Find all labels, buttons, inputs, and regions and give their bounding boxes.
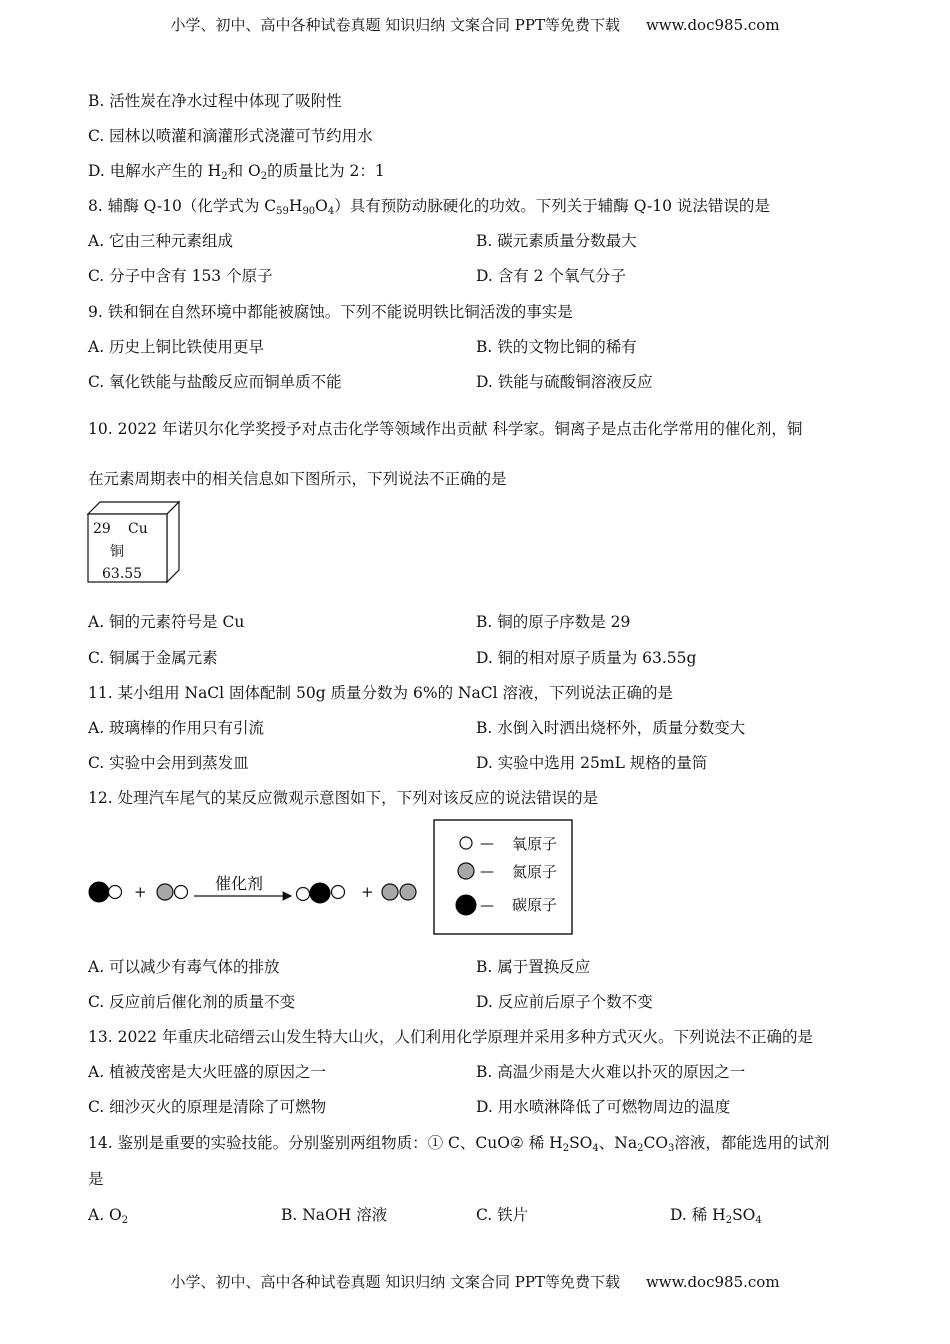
footer-url[interactable]: www.doc985.com [645, 1273, 780, 1291]
q14-stem-line1 [88, 1133, 829, 1153]
q13-option-a: A. 植被茂密是大火旺盛的原因之一 [88, 1063, 327, 1081]
q8-option-a: A. 它由三种元素组成 [88, 232, 234, 250]
element-name: 铜 [110, 544, 124, 560]
molecule-n2 [382, 884, 416, 900]
q12-option-d: D. 反应前后原子个数不变 [476, 993, 653, 1011]
q13-stem: 13. 2022 年重庆北碚缙云山发生特大山火，人们利用化学原理并采用多种方式灭火。下列说法不正确的是 [88, 1028, 813, 1046]
q14-stem-m2: 、Na [598, 1134, 638, 1152]
copper-element-cell [86, 500, 186, 586]
legend-dash-oxygen: — [480, 836, 494, 852]
q14-sub-4: 3 [668, 1143, 675, 1154]
q14-option-b: B. NaOH 溶液 [281, 1206, 388, 1224]
molecule-co2 [297, 883, 345, 903]
q14-d-sub2: 4 [755, 1215, 762, 1226]
q8-option-c: C. 分子中含有 153 个原子 [88, 267, 273, 285]
molecule-no [157, 884, 188, 900]
q14-sub-2: 4 [592, 1143, 599, 1154]
header-text: 小学、初中、高中各种试卷真题 知识归纳 文案合同 PPT等免费下载 [170, 16, 620, 34]
q8-option-b: B. 碳元素质量分数最大 [476, 232, 637, 250]
q9-option-a: A. 历史上铜比铁使用更早 [88, 338, 265, 356]
plus-sign-1: + [134, 883, 147, 901]
q8-o: O [315, 197, 328, 215]
q13-option-c: C. 细沙灭火的原理是清除了可燃物 [88, 1098, 327, 1116]
q8-stem-post: ）具有预防动脉硬化的功效。下列关于辅酶 Q-10 说法错误的是 [334, 197, 770, 215]
catalyst-label: 催化剂 [215, 874, 264, 893]
q14-d-pre: D. 稀 H [670, 1206, 726, 1224]
legend-oxygen-label: 氧原子 [512, 835, 558, 853]
q7-d-mid: 和 O [227, 162, 261, 180]
q9-option-c: C. 氧化铁能与盐酸反应而铜单质不能 [88, 373, 342, 391]
molecule-co [89, 882, 122, 902]
q14-stem-post: 溶液，都能选用的试剂 [674, 1134, 830, 1152]
q8-option-d: D. 含有 2 个氧气分子 [476, 267, 626, 285]
carbon-atom-swatch [456, 895, 476, 915]
q11-option-a: A. 玻璃棒的作用只有引流 [88, 719, 265, 737]
q12-option-a: A. 可以减少有毒气体的排放 [88, 958, 280, 976]
q10-option-b: B. 铜的原子序数是 29 [476, 613, 631, 631]
q8-h: H [288, 197, 303, 215]
footer-text: 小学、初中、高中各种试卷真题 知识归纳 文案合同 PPT等免费下载 [170, 1273, 620, 1291]
q14-stem-pre: 14. 鉴别是重要的实验技能。分别鉴别两组物质：① C、CuO② 稀 H [88, 1134, 563, 1152]
legend-dash-carbon: — [480, 898, 494, 914]
q14-option-c: C. 铁片 [476, 1206, 529, 1224]
legend-nitrogen-label: 氮原子 [512, 863, 558, 881]
plus-sign-2: + [361, 883, 374, 901]
q9-option-b: B. 铁的文物比铜的稀有 [476, 338, 637, 356]
page-header [0, 14, 950, 35]
q11-option-c: C. 实验中会用到蒸发皿 [88, 754, 249, 772]
q13-option-b: B. 高温少雨是大火难以扑灭的原因之一 [476, 1063, 746, 1081]
oxygen-atom-swatch [460, 837, 472, 849]
atom-legend [434, 820, 572, 934]
reaction-diagram [86, 815, 576, 937]
q13-option-d: D. 用水喷淋降低了可燃物周边的温度 [476, 1098, 731, 1116]
legend-carbon-label: 碳原子 [512, 896, 558, 914]
q14-option-d [670, 1205, 762, 1225]
q11-option-b: B. 水倒入时洒出烧杯外，质量分数变大 [476, 719, 746, 737]
q7-d-sub2: 2 [260, 171, 268, 182]
q14-stem-line2: 是 [88, 1170, 104, 1188]
q14-d-sub1: 2 [725, 1215, 733, 1226]
q10-option-d: D. 铜的相对原子质量为 63.55g [476, 649, 697, 667]
q14-stem-m1: SO [569, 1134, 593, 1152]
page-footer [0, 1271, 950, 1292]
q9-stem: 9. 铁和铜在自然环境中都能被腐蚀。下列不能说明铁比铜活泼的事实是 [88, 303, 573, 321]
q14-sub-1: 2 [562, 1143, 570, 1154]
q8-stem-pre: 8. 辅酶 Q-10（化学式为 C [88, 197, 277, 215]
q8-stem [88, 196, 770, 216]
q8-sub-o: 4 [327, 206, 335, 217]
q8-sub-c: 59 [276, 206, 289, 217]
q9-option-d: D. 铁能与硫酸铜溶液反应 [476, 373, 653, 391]
q7-d-sub1: 2 [221, 171, 228, 182]
header-url[interactable]: www.doc985.com [645, 16, 780, 34]
q14-sub-3: 2 [637, 1143, 644, 1154]
q12-option-b: B. 属于置换反应 [476, 958, 591, 976]
q10-option-c: C. 铜属于金属元素 [88, 649, 218, 667]
q14-a-sub: 2 [121, 1215, 129, 1226]
q14-stem-m3: CO [643, 1134, 669, 1152]
q10-option-a: A. 铜的元素符号是 Cu [88, 613, 245, 631]
q12-stem: 12. 处理汽车尾气的某反应微观示意图如下，下列对该反应的说法错误的是 [88, 789, 599, 807]
element-mass: 63.55 [102, 566, 143, 582]
q14-d-mid: SO [732, 1206, 756, 1224]
q7-d-post: 的质量比为 2：1 [267, 162, 385, 180]
q7-option-b: B. 活性炭在净水过程中体现了吸附性 [88, 92, 342, 110]
nitrogen-atom-swatch [458, 863, 474, 879]
q12-option-c: C. 反应前后催化剂的质量不变 [88, 993, 296, 1011]
legend-dash-nitrogen: — [480, 864, 494, 880]
q14-a-pre: A. O [88, 1206, 122, 1224]
q7-option-d [88, 161, 385, 181]
q11-option-d: D. 实验中选用 25mL 规格的量筒 [476, 754, 708, 772]
q10-stem-line2: 在元素周期表中的相关信息如下图所示，下列说法不正确的是 [88, 470, 507, 488]
element-number: 29 [93, 521, 111, 537]
q11-stem: 11. 某小组用 NaCl 固体配制 50g 质量分数为 6%的 NaCl 溶液，下列说法正确的是 [88, 684, 674, 702]
q10-stem-line1: 10. 2022 年诺贝尔化学奖授予对点击化学等领域作出贡献 科学家。铜离子是点击化学常用的催化剂，铜 [88, 420, 803, 438]
q14-option-a [88, 1205, 128, 1225]
q8-sub-h: 90 [302, 206, 316, 217]
element-symbol: Cu [128, 521, 148, 537]
q7-option-c: C. 园林以喷灌和滴灌形式浇灌可节约用水 [88, 127, 373, 145]
q7-d-pre: D. 电解水产生的 H [88, 162, 222, 180]
